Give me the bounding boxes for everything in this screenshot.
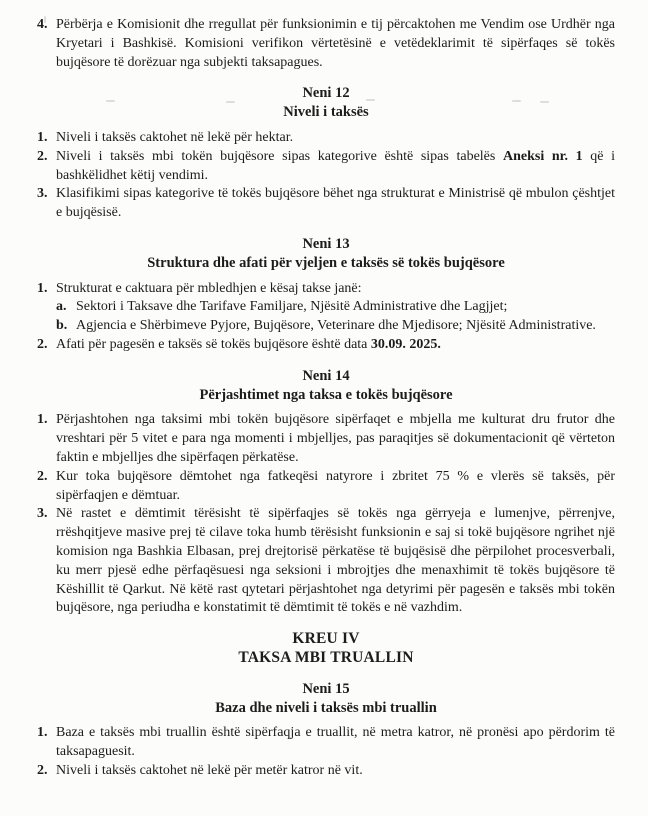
list-subitem [56, 298, 615, 317]
bold-deadline-date: 30.09. 2025. [370, 336, 441, 352]
list-item-text: që i bashkëlidhet këtij vendimi. [56, 148, 616, 183]
section-title: Neni 15 [302, 680, 350, 697]
list-item-text: Niveli i taksës mbi tokën bujqësore sipas kategorive është sipas tabelës [56, 148, 503, 164]
section-subtitle: Niveli i taksës [283, 104, 369, 121]
list-marker: 4. [37, 17, 48, 32]
list-item-text: Kur toka bujqësore dëmtohet nga fatkeqësi natyrore i zbritet 75 % e vlerës së taksës, për sipërfaqjen e dëmtuar. [56, 468, 615, 503]
section-subtitle: Struktura dhe afati për vjeljen e taksës së tokës bujqësore [147, 254, 505, 271]
list-item-text: Strukturat e caktuara për mbledhjen e kësaj takse janë: [56, 280, 362, 296]
section-title: Neni 12 [302, 85, 350, 102]
chapter-title: KREU IV [292, 630, 360, 648]
list-item [37, 185, 615, 223]
list-item-text: Përjashtohen nga taksimi mbi tokën bujqësore sipërfaqet e mbjella me kulturat dru frutor dhe vreshtari për 5 vitet e para nga momenti i mbjelljes, pas paraqitjes së dokumentacionit që vërteton faktin e mbjelljes dhe sipërfaqen përkatëse. [56, 412, 615, 465]
scan-artifact [540, 101, 549, 103]
list-item [37, 762, 615, 781]
scan-artifact [106, 100, 115, 102]
list-marker: 2. [37, 148, 48, 164]
list-item [37, 411, 615, 467]
section-heading-neni-14 [37, 367, 615, 405]
scan-artifact [366, 99, 375, 101]
list-subitem [56, 317, 615, 336]
list-marker: 3. [37, 186, 48, 202]
list-item [37, 505, 615, 618]
list-marker: 1. [37, 412, 48, 428]
list-item [37, 148, 615, 186]
scan-artifact [512, 100, 521, 102]
list-item-text: Përbërja e Komisionit dhe rregullat për funksionimin e tij përcaktohen me Vendim ose Urdhër nga Kryetari i Bashkisë. Komisioni verifikon vërtetësinë e vetëdeklarimit të sipërfaqes së tokës bujqësore të dorëzuar nga subjekti taksapagues. [56, 17, 615, 70]
chapter-subtitle: TAKSA MBI TRUALLIN [238, 648, 414, 666]
list-marker: 1. [37, 280, 48, 296]
list-item-text: Afati për pagesën e taksës së tokës bujqësore është data [56, 336, 371, 352]
list-item-text: Niveli i taksës caktohet në lekë për metër katror në vit. [56, 762, 363, 778]
list-marker: 2. [37, 468, 48, 484]
list-marker: 3. [37, 506, 48, 522]
list-marker: 1. [37, 725, 48, 741]
section-title: Neni 13 [302, 235, 350, 252]
list-marker: 2. [37, 336, 48, 352]
list-item-text: Baza e taksës mbi truallin është sipërfaqja e truallit, në metra katror, në pronësi apo përdorim të taksapaguesit. [56, 725, 615, 760]
section-heading-neni-13 [37, 235, 615, 273]
section-heading-neni-15 [37, 680, 615, 718]
list-item [37, 724, 615, 762]
list-item-text: Agjencia e Shërbimeve Pyjore, Bujqësore, Veterinare dhe Mjedisore; Njësitë Administrative. [76, 318, 596, 334]
list-item [37, 129, 615, 148]
list-item-text: Në rastet e dëmtimit tërësisht të sipërfaqjes së tokës nga gërryeja e lumenjve, përrenjve, rrëshqitjeve masive prej të cilave toka humb tërësisht funksionin e saj si tokë bujqësore ngrihet një komision nga Bashkia Elbasan, prej drejtorisë përkatëse të bujqësisë dhe përpilohet procesverbali, ku merr pjesë edhe përfaqësuesi nga seksioni i mbrojtjes dhe menaxhimit të tokës bujqësore të Këshillit të Qarkut. Në këtë rast qytetari përjashtohet nga detyrimi për pagesën e taksës mbi tokën bujqësore, nga periudha e konstatimit të dëmtimit të tokës e në vazhdim. [56, 506, 615, 616]
section-heading-neni-12 [37, 84, 615, 122]
scan-artifact [226, 101, 235, 103]
list-marker: 2. [37, 762, 48, 778]
list-marker: 1. [37, 129, 48, 145]
section-subtitle: Përjashtimet nga taksa e tokës bujqësore [199, 386, 453, 403]
list-marker: b. [56, 318, 68, 334]
list-item [37, 336, 615, 355]
list-item-4 [37, 16, 615, 72]
list-item-text: Klasifikimi sipas kategorive të tokës bujqësore bëhet nga strukturat e Ministrisë që mbulon çështjet e bujqësisë. [56, 186, 615, 221]
chapter-heading-kreu-iv [37, 630, 615, 668]
list-item [37, 280, 615, 299]
list-item-text: Niveli i taksës caktohet në lekë për hektar. [56, 129, 294, 145]
list-marker: a. [56, 299, 67, 315]
section-subtitle: Baza dhe niveli i taksës mbi truallin [215, 699, 437, 716]
list-item-text: Sektori i Taksave dhe Tarifave Familjare, Njësitë Administrative dhe Lagjjet; [76, 299, 508, 315]
list-item [37, 468, 615, 506]
bold-reference: Aneksi nr. 1 [502, 148, 583, 164]
section-title: Neni 14 [302, 367, 350, 384]
